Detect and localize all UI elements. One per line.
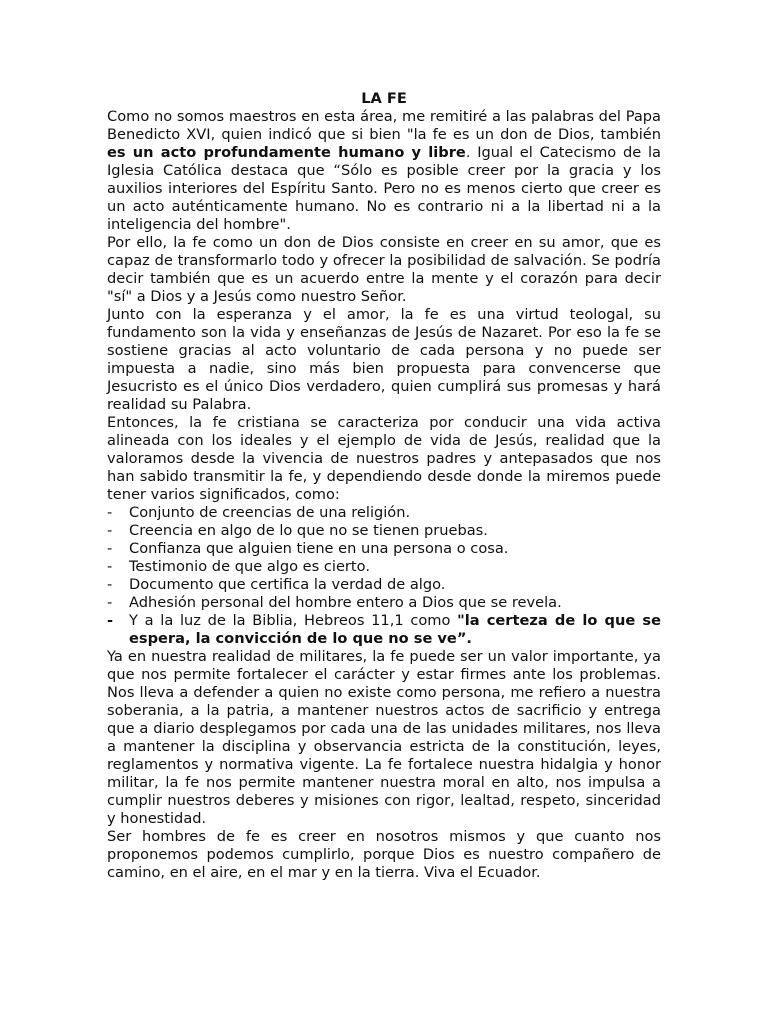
bible-quote: "la certeza de lo que se espera, la convicción de lo que no se ve”.	[129, 612, 662, 647]
bullet-dash: -	[107, 612, 114, 629]
paragraph-3: Junto con la esperanza y el amor, la fe es una virtud teologal, su fundamento son la vida y enseñanzas de Jesús de Nazaret. Por eso la fe se sostiene gracias al acto voluntario de cada persona y no puede ser impuesta a nadie, sino más bien propuesta para convencerse que Jesucristo es el único Dios verdadero, quien cumplirá sus promesas y hará realidad su Palabra.	[107, 306, 661, 413]
bullet-dash: -	[107, 576, 113, 593]
bullet-dash: -	[107, 522, 113, 539]
list-item-text: Creencia en algo de lo que no se tienen pruebas.	[129, 522, 488, 539]
document-title: LA FE	[361, 90, 407, 107]
list-item-text: Confianza que alguien tiene en una persona o cosa.	[129, 540, 509, 557]
paragraph-5: Ya en nuestra realidad de militares, la fe puede ser un valor importante, ya que nos permite fortalecer el carácter y estar firmes ante los problemas. Nos lleva a defender a quien no existe como persona, me refiero a nuestra soberania, a la patria, a mantener nuestros actos de sacrificio y entrega que a diario desplegamos por cada una de las unidades militares, nos lleva a mantener la disciplina y observancia estricta de la constitución, leyes, reglamentos y normativa vigente. La fe fortalece nuestra hidalgia y honor militar, la fe nos permite mantener nuestra moral en alto, nos impulsa a cumplir nuestros deberes y misiones con rigor, lealtad, respeto, sinceridad y honestidad.	[107, 648, 661, 827]
document-page	[107, 90, 661, 882]
bullet-dash: -	[107, 558, 113, 575]
bullet-dash: -	[107, 504, 113, 521]
paragraph-4: Entonces, la fe cristiana se caracteriza por conducir una vida activa alineada con los ideales y el ejemplo de vida de Jesús, realidad que la valoramos desde la vivencia de nuestros padres y antepasados que nos han sabido transmitir la fe, y dependiendo desde donde la miremos puede tener varios significados, como:	[107, 414, 661, 503]
paragraph-2: Por ello, la fe como un don de Dios consiste en creer en su amor, que es capaz de transformarlo todo y ofrecer la posibilidad de salvación. Se podría decir también que es un acuerdo entre la mente y el corazón para decir "sí" a Dios y a Jesús como nuestro Señor.	[107, 234, 661, 305]
bullet-dash: -	[107, 540, 113, 557]
list-item	[107, 558, 661, 576]
paragraph-1-text-a: Como no somos maestros en esta área, me remitiré a las palabras del Papa Benedicto XVI, quien indicó que si bien "la fe es un don de Dios, también	[107, 108, 661, 143]
list-item-text: Adhesión personal del hombre entero a Dios que se revela.	[129, 594, 562, 611]
list-item	[107, 594, 661, 612]
list-item	[107, 576, 661, 594]
list-item-text: Documento que certifica la verdad de algo.	[129, 576, 446, 593]
list-item-bible	[107, 612, 661, 648]
list-item	[107, 522, 661, 540]
paragraph-1	[107, 108, 661, 234]
paragraph-1-emphasis: es un acto profundamente humano y libre	[107, 144, 466, 161]
list-item-bible-text: Y a la luz de la Biblia, Hebreos 11,1 como	[129, 612, 458, 629]
list-item	[107, 540, 661, 558]
bullet-dash: -	[107, 594, 113, 611]
list-item-text: Testimonio de que algo es cierto.	[129, 558, 370, 575]
paragraph-1-text-c: . Igual el Catecismo de la Iglesia Católica destaca que “Sólo es posible creer por la gracia y los auxilios interiores del Espíritu Santo. Pero no es menos cierto que creer es un acto auténticamente humano. No es contrario ni a la libertad ni a la inteligencia del hombre".	[107, 144, 661, 233]
meanings-list	[107, 504, 661, 648]
list-item-text: Conjunto de creencias de una religión.	[129, 504, 411, 521]
paragraph-6: Ser hombres de fe es creer en nosotros mismos y que cuanto nos proponemos podemos cumplirlo, porque Dios es nuestro compañero de camino, en el aire, en el mar y en la tierra. Viva el Ecuador.	[107, 828, 661, 881]
list-item	[107, 504, 661, 522]
